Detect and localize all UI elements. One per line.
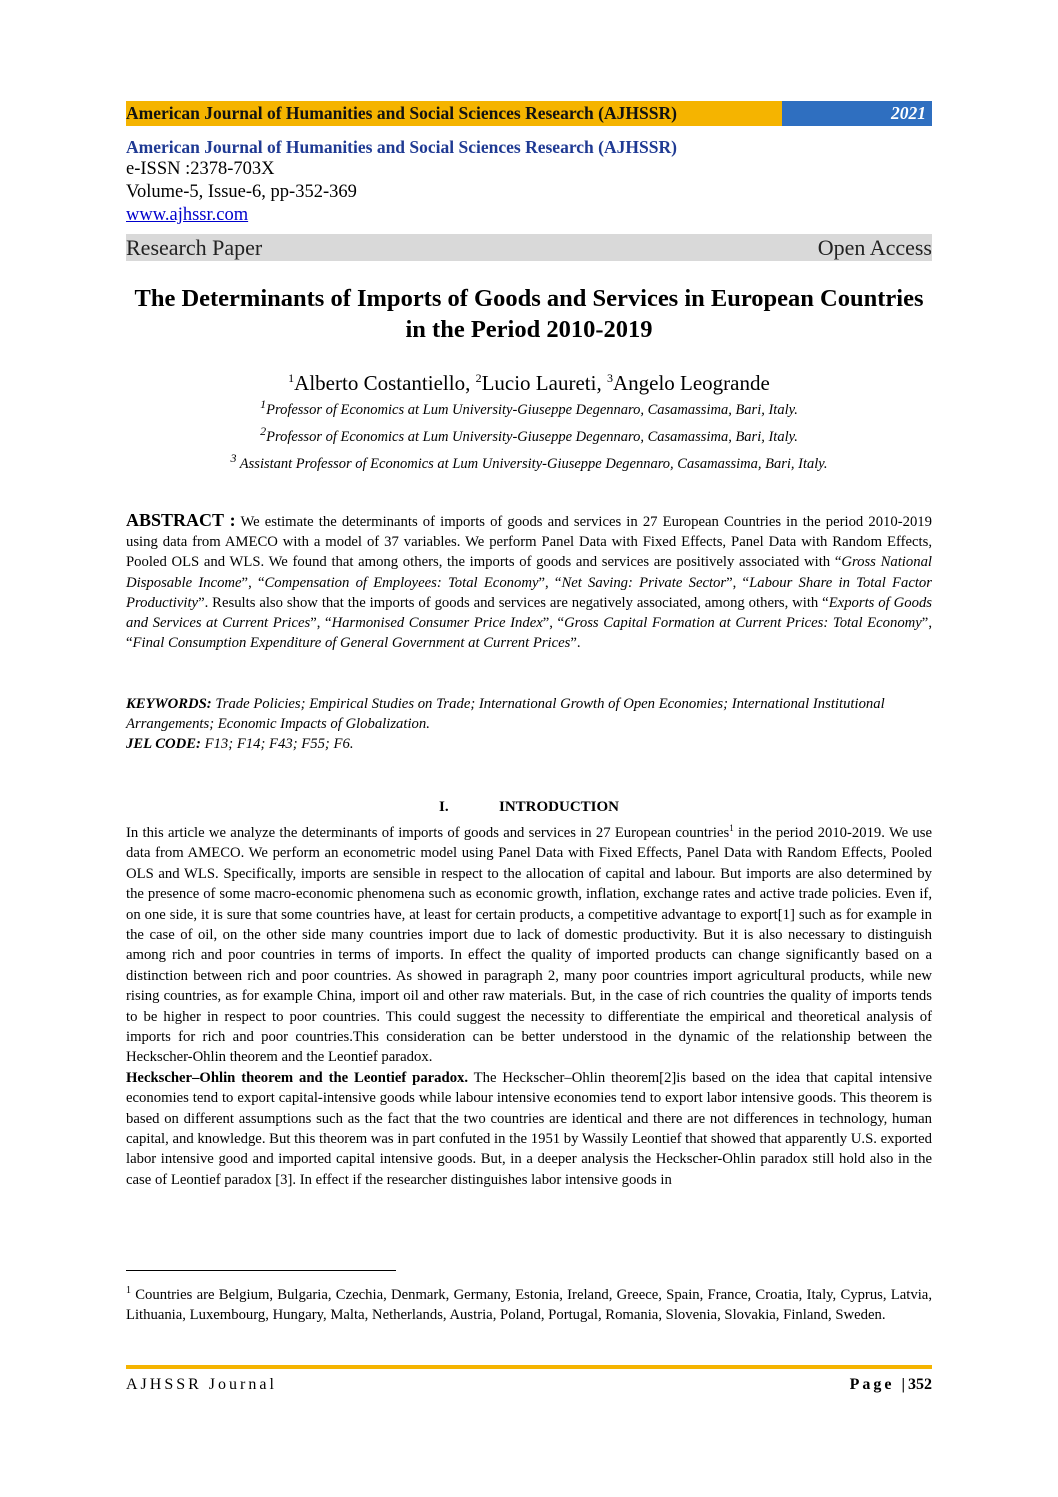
abstract-term: Net Saving: Private Sector bbox=[561, 574, 727, 591]
abstract-text: ”. Results also show that the imports of goods and services are negatively associated, among others, with “ bbox=[198, 594, 829, 611]
paragraph-text: The Heckscher–Ohlin theorem[2]is based on the idea that capital intensive economies tend to export capital-intensive goods while labour intensive economies tend to export labor intensive goods. This theorem is based on different assumptions such as the fact that the two countries are identical and there are not differences in technology, human capital, and knowledge. But this theorem was in part confuted in the 1951 by Wassily Leontief that showed that apparently U.S. exported labor intensive good and imported capital intensive goods. But, in a deeper analysis the Heckscher-Ohlin paradox still hold also in the case of Leontief paradox [3]. In effect if the researcher distinguishes labor intensive goods in bbox=[126, 1069, 933, 1188]
author-sup: 1 bbox=[288, 371, 295, 385]
access-type: Open Access bbox=[817, 235, 932, 260]
paragraph-text: in the period 2010-2019. We use data from AMECO. We perform an econometric model using Panel Data with Fixed Effects, Panel Data with Random Effects, Pooled OLS and WLS. Specifically, imports are sensible in respect to the allocation of capital and labour. But imports are also determined by the presence of some macro-economic phenomena such as economic growth, inflation, exchange rates and active trade policies. Even if, on one side, it is sure that some countries have, at least for certain products, a competitive advantage to export[1] such as for example in the case of oil, on the other side many countries import due to lack of domestic productivity. But it is also necessary to distinguish among rich and poor countries in terms of imports. In effect the quality of imported products can change significantly based on a distinction between rich and poor countries. As showed in paragraph 2, many poor countries import agricultural products, while new rising countries, as for example China, import oil and other raw materials. But, in the case of rich countries the quality of imports tends to be higher in respect to poor countries. This could suggest the necessity to differentiate the empirical and theoretical analysis of imports for rich and poor countries.This consideration can be better understood in the dynamic of the relationship between the Heckscher-Ohlin theorem and the Leontief paradox. bbox=[126, 824, 932, 1066]
footnote-divider bbox=[126, 1270, 396, 1271]
abstract-term: Gross Capital Formation at Current Prices: Total Economy bbox=[564, 615, 922, 632]
affiliation bbox=[126, 448, 932, 475]
footnote-sup: 1 bbox=[126, 1285, 131, 1296]
paper-type: Research Paper bbox=[126, 235, 263, 260]
abstract-term: Exports of Goods and Services at Current Prices bbox=[126, 594, 932, 632]
affiliation-sup: 2 bbox=[260, 423, 267, 438]
abstract-term: Compensation of Employees: Total Economy bbox=[264, 574, 539, 591]
abstract-label: ABSTRACT : bbox=[126, 510, 236, 530]
affiliation-sup: 3 bbox=[230, 450, 237, 465]
footnote-ref[interactable]: 1 bbox=[729, 823, 734, 833]
footer-journal: AJHSSR Journal bbox=[126, 1376, 277, 1393]
paragraph-text: In this article we analyze the determinants of imports of goods and services in 27 European countries bbox=[126, 824, 730, 841]
author-sup: 2 bbox=[475, 371, 482, 385]
journal-link[interactable]: www.ajhssr.com bbox=[126, 205, 249, 225]
page-footer bbox=[126, 1374, 932, 1396]
section-title: INTRODUCTION bbox=[498, 799, 619, 815]
affiliation-text: Professor of Economics at Lum University-Giuseppe Degennaro, Casamassima, Bari, Italy. bbox=[266, 428, 798, 445]
abstract-text: ”, “ bbox=[310, 615, 332, 632]
abstract bbox=[126, 510, 932, 653]
abstract-text: ”, “ bbox=[126, 615, 932, 652]
paragraph-lead: Heckscher–Ohlin theorem and the Leontief paradox. bbox=[126, 1069, 469, 1086]
keywords-label: KEYWORDS: bbox=[126, 696, 212, 712]
issn: e-ISSN :2378-703X bbox=[126, 159, 275, 179]
journal-meta bbox=[126, 136, 932, 226]
footnote bbox=[126, 1281, 932, 1325]
volume-info: Volume-5, Issue-6, pp-352-369 bbox=[126, 182, 357, 202]
abstract-term: Harmonised Consumer Price Index bbox=[331, 615, 543, 632]
abstract-text: ”, “ bbox=[538, 574, 562, 591]
section-heading bbox=[126, 797, 932, 817]
jel-label: JEL CODE: bbox=[126, 736, 201, 752]
affiliation-sup: 1 bbox=[260, 397, 267, 411]
section-number: I. bbox=[438, 799, 449, 815]
jel-codes bbox=[126, 734, 932, 754]
abstract-text: ”, “ bbox=[241, 574, 265, 591]
page-label: Page | bbox=[849, 1376, 908, 1393]
author-name: Alberto Costantiello, bbox=[294, 371, 471, 395]
affiliation bbox=[126, 394, 932, 421]
page-number-block bbox=[850, 1374, 932, 1396]
affiliations bbox=[126, 394, 932, 474]
footnote-text: Countries are Belgium, Bulgaria, Czechia, Denmark, Germany, Estonia, Ireland, Greece, Spain, France, Croatia, Italy, Cyprus, Latvia, Lithuania, Luxembourg, Hungary, Malta, Netherlands, Austria, Poland, Portugal, Romania, Slovenia, Slovakia, Finland, Sweden. bbox=[126, 1286, 932, 1324]
author-list bbox=[126, 365, 932, 396]
abstract-term: Labour Share in Total Factor Productivity bbox=[126, 574, 932, 611]
affiliation-text: Assistant Professor of Economics at Lum University-Giuseppe Degennaro, Casamassima, Bari, Italy. bbox=[236, 455, 828, 472]
jel-text: F13; F14; F43; F55; F6. bbox=[200, 736, 354, 752]
paper-title: The Determinants of Imports of Goods and Services in European Countries in the Period 2010-2019 bbox=[134, 285, 924, 343]
footer-divider bbox=[126, 1365, 932, 1369]
abstract-text: ”, “ bbox=[542, 615, 565, 632]
running-header-year: 2021 bbox=[782, 101, 932, 126]
author-sup: 3 bbox=[606, 371, 613, 385]
abstract-text: ”, “ bbox=[726, 574, 750, 591]
abstract-text: We estimate the determinants of imports of goods and services in 27 European Countries in the period 2010-2019 using data from AMECO with a model of 37 variables. We perform Panel Data with Fixed Effects, Panel Data with Random Effects, Pooled OLS and WLS. We found that among others, the imports of goods and services are positively associated with “ bbox=[126, 514, 932, 571]
keywords-text: Trade Policies; Empirical Studies on Trade; International Growth of Open Economies; International Institutional Arrangements; Economic Impacts of Globalization. bbox=[126, 696, 885, 732]
page-number: 352 bbox=[908, 1376, 932, 1393]
paper-type-bar bbox=[126, 234, 932, 261]
paragraph bbox=[126, 1068, 932, 1190]
author-name: Angelo Leogrande bbox=[612, 371, 770, 395]
affiliation-text: Professor of Economics at Lum University-Giuseppe Degennaro, Casamassima, Bari, Italy. bbox=[266, 401, 798, 418]
keywords bbox=[126, 694, 932, 734]
abstract-text: ”. bbox=[570, 635, 581, 652]
abstract-term: Gross National Disposable Income bbox=[126, 554, 932, 591]
running-header bbox=[126, 101, 932, 126]
introduction-body bbox=[126, 818, 932, 1190]
keywords-block bbox=[126, 694, 932, 754]
paragraph bbox=[126, 818, 932, 1068]
affiliation bbox=[126, 421, 932, 448]
abstract-term: Final Consumption Expenditure of General Government at Current Prices bbox=[132, 635, 571, 652]
journal-name: American Journal of Humanities and Social Sciences Research (AJHSSR) bbox=[126, 137, 677, 157]
running-header-journal: American Journal of Humanities and Social Sciences Research (AJHSSR) bbox=[126, 101, 782, 126]
author-name: Lucio Laureti, bbox=[481, 371, 602, 395]
